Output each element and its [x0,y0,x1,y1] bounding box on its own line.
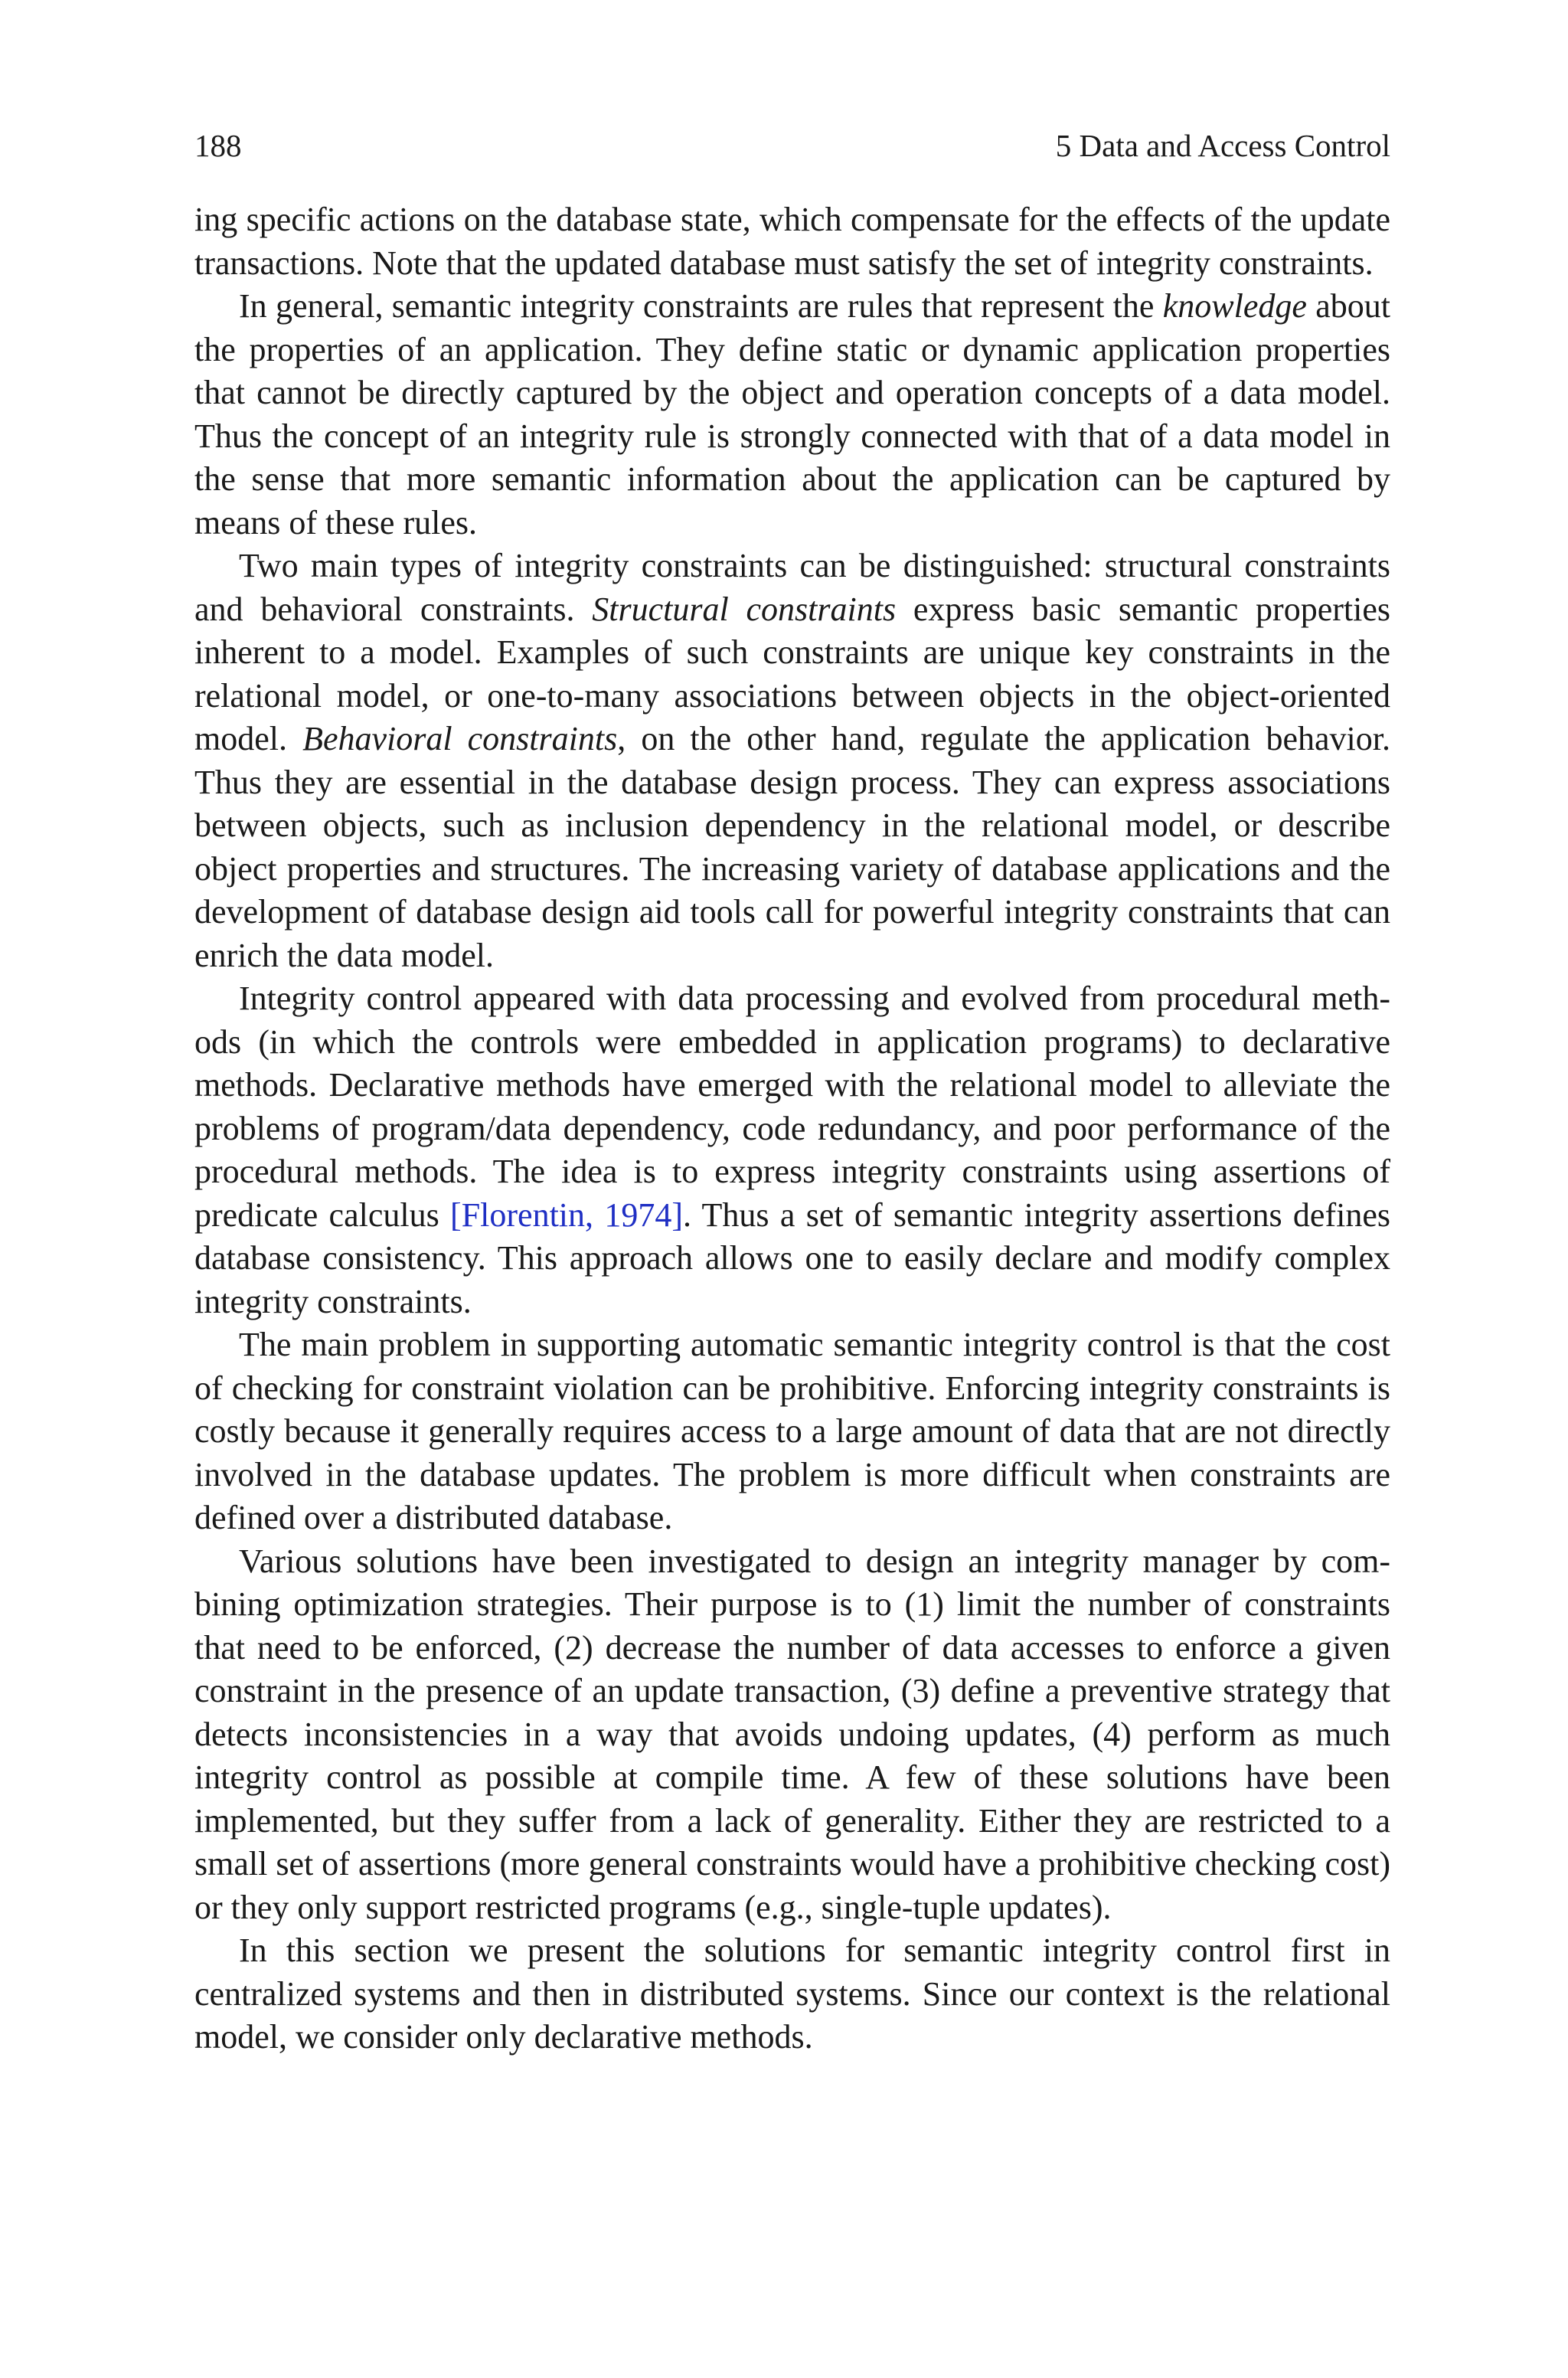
paragraph-continuation [194,198,1390,285]
paragraph-text: express basic semantic properties inherent to a model. Examples of such constraints are unique key constraints in the relational model, or one-to-many associations between objects in the object-oriented model. [194,590,1390,757]
paragraph-text: Integrity control appeared with data processing and evolved from procedural methods (in which the controls were embedded in application programs) to declarative methods. Declarative methods have emerged with the relational model to alleviate the problems of program/data dependency, code redundancy, and poor performance of the procedural methods. The idea is to express integrity constraints using assertions of predicate calculus [194,980,1390,1234]
paragraph-text: , on the other hand, regulate the application behavior. Thus they are essential in the database design process. They can express associations between objects, such as inclusion dependency in the relational model, or describe object properties and structures. The increasing variety of database applications and the development of database design aid tools call for powerful integrity constraints that can enrich the data model. [194,720,1390,974]
citation-link-florentin-1974[interactable]: [Florentin, 1974] [450,1196,684,1234]
body-text [194,198,1390,2059]
paragraph-semantic-constraints [194,285,1390,545]
paragraph-constraint-types [194,545,1390,977]
paragraph-main-problem [194,1323,1390,1540]
paragraph-integrity-control-history [194,977,1390,1323]
emphasis-behavioral-constraints: Behavioral constraints [302,720,618,757]
book-page [194,0,1390,2378]
emphasis-knowledge: knowledge [1162,287,1307,325]
page-number: 188 [194,128,242,163]
running-head [194,126,1390,165]
paragraph-text: about the properties of an application. They define static or dynamic application properties that cannot be directly captured by the object and operation concepts of a data model. Thus the concept of an integrity rule is strongly connected with that of a data model in the sense that more semantic information about the application can be captured by means of these rules. [194,287,1390,541]
paragraph-text: Various solutions have been investigated to design an integrity manager by combining optimization strategies. Their purpose is to (1) limit the number of constraints that need to be enforced, (2) decrease the number of data accesses to enforce a given constraint in the presence of an update transaction, (3) define a preventive strategy that detects inconsistencies in a way that avoids undoing updates, (4) perform as much integrity control as possible at compile time. A few of these solutions have been implemented, but they suffer from a lack of generality. Either they are restricted to a small set of assertions (more general constraints would have a prohibitive checking cost) or they only support restricted programs (e.g., single-tuple updates). [194,1542,1390,1926]
paragraph-text: Two main types of integrity constraints can be distinguished: structural constraints and behavioral constraints. [194,547,1390,628]
chapter-title: 5 Data and Access Control [1055,128,1390,163]
paragraph-text: In this section we present the solutions for semantic integrity control first in centralized systems and then in distributed systems. Since our context is the relational model, we consider only declarative methods. [194,1932,1390,2056]
paragraph-text: The main problem in supporting automatic semantic integrity control is that the cost of checking for constraint violation can be prohibitive. Enforcing integrity constraints is costly because it generally requires access to a large amount of data that are not directly involved in the database updates. The problem is more difficult when constraints are defined over a distributed database. [194,1326,1390,1536]
paragraph-solutions [194,1540,1390,1930]
paragraph-text: In general, semantic integrity constraints are rules that represent the [239,287,1163,325]
paragraph-section-overview [194,1929,1390,2059]
paragraph-text: . Thus a set of semantic integrity assertions defines database consistency. This approach allows one to easily declare and modify complex integrity constraints. [194,1196,1390,1320]
emphasis-structural-constraints: Structural constraints [592,590,897,628]
paragraph-text: ing specific actions on the database state, which compensate for the effects of the update transactions. Note that the updated database must satisfy the set of integrity constraints. [194,201,1390,282]
